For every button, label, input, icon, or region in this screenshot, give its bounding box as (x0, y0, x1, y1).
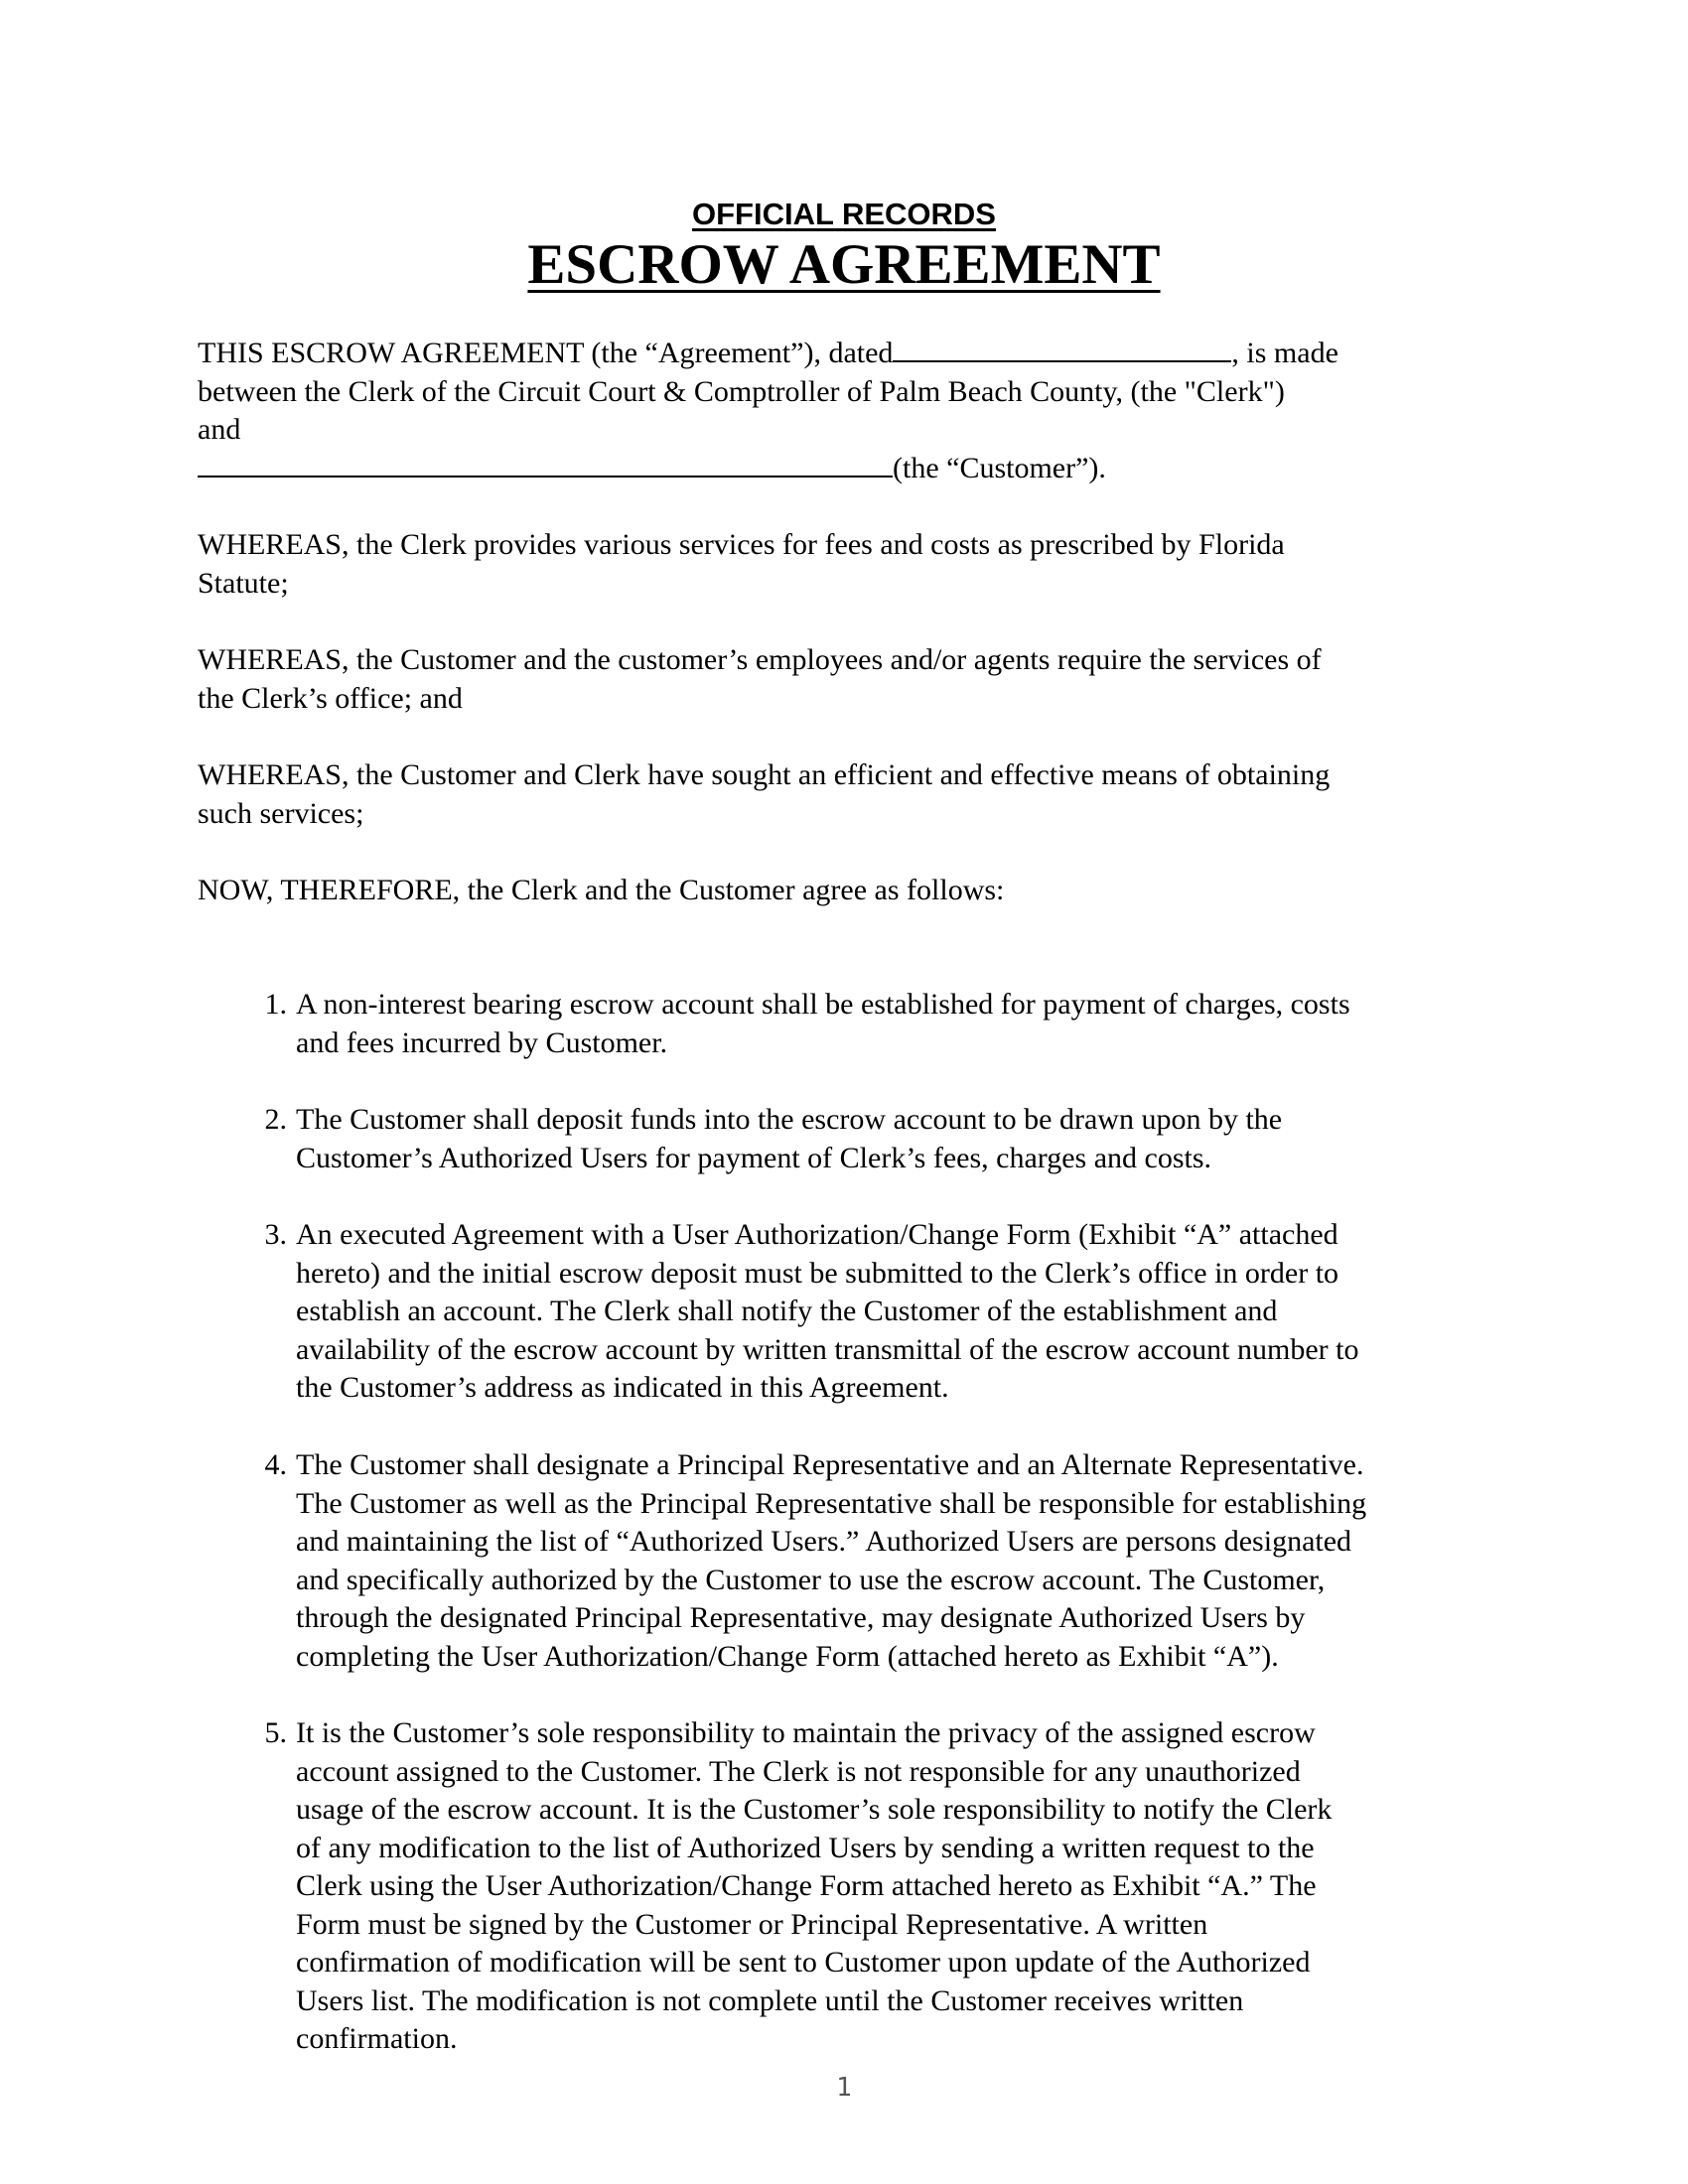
clause-line: It is the Customer’s sole responsibility to maintain the privacy of the assigned escrow (296, 1716, 1316, 1749)
clause-line: and maintaining the list of “Authorized Users.” Authorized Users are persons designated (296, 1525, 1352, 1558)
whereas-2-line-1: WHEREAS, the Customer and the customer’s employees and/or agents require the services of (198, 643, 1322, 676)
clause-text (296, 1714, 1517, 2059)
whereas-2-line-2: the Clerk’s office; and (198, 681, 463, 715)
now-therefore-paragraph (198, 872, 1488, 910)
clause-line: usage of the escrow account. It is the Customer’s sole responsibility to notify the Clerk (296, 1793, 1333, 1826)
whereas-3-line-1: WHEREAS, the Customer and Clerk have sought an efficient and effective means of obtaining (198, 758, 1331, 791)
clause-line: An executed Agreement with a User Authorization/Change Form (Exhibit “A” attached (296, 1218, 1338, 1251)
clause-number: 5. (264, 1716, 287, 1749)
clause-number: 4. (264, 1448, 287, 1481)
intro-line-4 (198, 450, 1488, 488)
intro-paragraph (198, 335, 1488, 487)
intro-line-4-end: (the “Customer”). (893, 451, 1106, 484)
now-therefore-line: NOW, THEREFORE, the Clerk and the Customer agree as follows: (198, 874, 1005, 906)
customer-name-blank-field[interactable] (198, 450, 893, 478)
pre-title: OFFICIAL RECORDS (692, 197, 996, 231)
date-blank-field[interactable] (893, 335, 1231, 362)
clause-line: account assigned to the Customer. The Clerk is not responsible for any unauthorized (296, 1754, 1301, 1788)
clause-text (296, 1446, 1517, 1676)
clause-line: establish an account. The Clerk shall notify the Customer of the establishment and (296, 1295, 1278, 1327)
clause-number: 1. (264, 988, 287, 1021)
clause-line: of any modification to the list of Authorized Users by sending a written request to the (296, 1831, 1315, 1864)
whereas-3-line-2: such services; (198, 796, 364, 830)
clause-line: A non-interest bearing escrow account shall be established for payment of charges, costs (296, 988, 1350, 1021)
intro-line-2: between the Clerk of the Circuit Court & Comptroller of Palm Beach County, (the "Clerk") (198, 374, 1285, 408)
clause-line: The Customer shall deposit funds into the escrow account to be drawn upon by the (296, 1103, 1283, 1136)
clause-line: the Customer’s address as indicated in this Agreement. (296, 1371, 949, 1404)
clause-line: Form must be signed by the Customer or Principal Representative. A written (296, 1907, 1208, 1941)
clause-line: availability of the escrow account by written transmittal of the escrow account number to (296, 1332, 1359, 1366)
clause-line: hereto) and the initial escrow deposit must be submitted to the Clerk’s office in order to (296, 1256, 1339, 1290)
clause-number: 2. (264, 1103, 287, 1136)
clause-number: 3. (264, 1218, 287, 1251)
clause-line: and fees incurred by Customer. (296, 1025, 668, 1059)
clause-text (296, 1101, 1517, 1177)
intro-line-1-start: THIS ESCROW AGREEMENT (the “Agreement”), dated (198, 337, 894, 369)
page-number: 1 (836, 2073, 852, 2103)
clause-line: through the designated Principal Representative, may designate Authorized Users by (296, 1601, 1306, 1634)
document-title: ESCROW AGREEMENT (527, 233, 1161, 296)
intro-line-3: and (198, 413, 241, 446)
whereas-paragraph-2 (198, 641, 1488, 718)
clause-text (296, 986, 1517, 1062)
whereas-1-line-2: Statute; (198, 566, 289, 600)
clause-line: Users list. The modification is not complete until the Customer receives written (296, 1983, 1244, 2017)
whereas-1-line-1: WHEREAS, the Clerk provides various services for fees and costs as prescribed by Florida (198, 528, 1285, 561)
clause-line: and specifically authorized by the Customer to use the escrow account. The Customer, (296, 1563, 1326, 1596)
whereas-paragraph-1 (198, 526, 1488, 603)
intro-line-1 (198, 335, 1488, 373)
clause-line: confirmation. (296, 2022, 458, 2055)
clause-line: The Customer shall designate a Principal Representative and an Alternate Representative. (296, 1448, 1364, 1481)
intro-line-1-end: , is made (1231, 337, 1338, 369)
clause-line: confirmation of modification will be sent to Customer upon update of the Authorized (296, 1946, 1311, 1979)
clause-line: Clerk using the User Authorization/Change Form attached hereto as Exhibit “A.” The (296, 1869, 1317, 1902)
whereas-paragraph-3 (198, 756, 1488, 833)
clause-line: Customer’s Authorized Users for payment of Clerk’s fees, charges and costs. (296, 1141, 1212, 1174)
clause-line: The Customer as well as the Principal Representative shall be responsible for establishing (296, 1486, 1367, 1520)
clause-text (296, 1216, 1517, 1408)
clause-line: completing the User Authorization/Change Form (attached hereto as Exhibit “A”). (296, 1639, 1279, 1673)
